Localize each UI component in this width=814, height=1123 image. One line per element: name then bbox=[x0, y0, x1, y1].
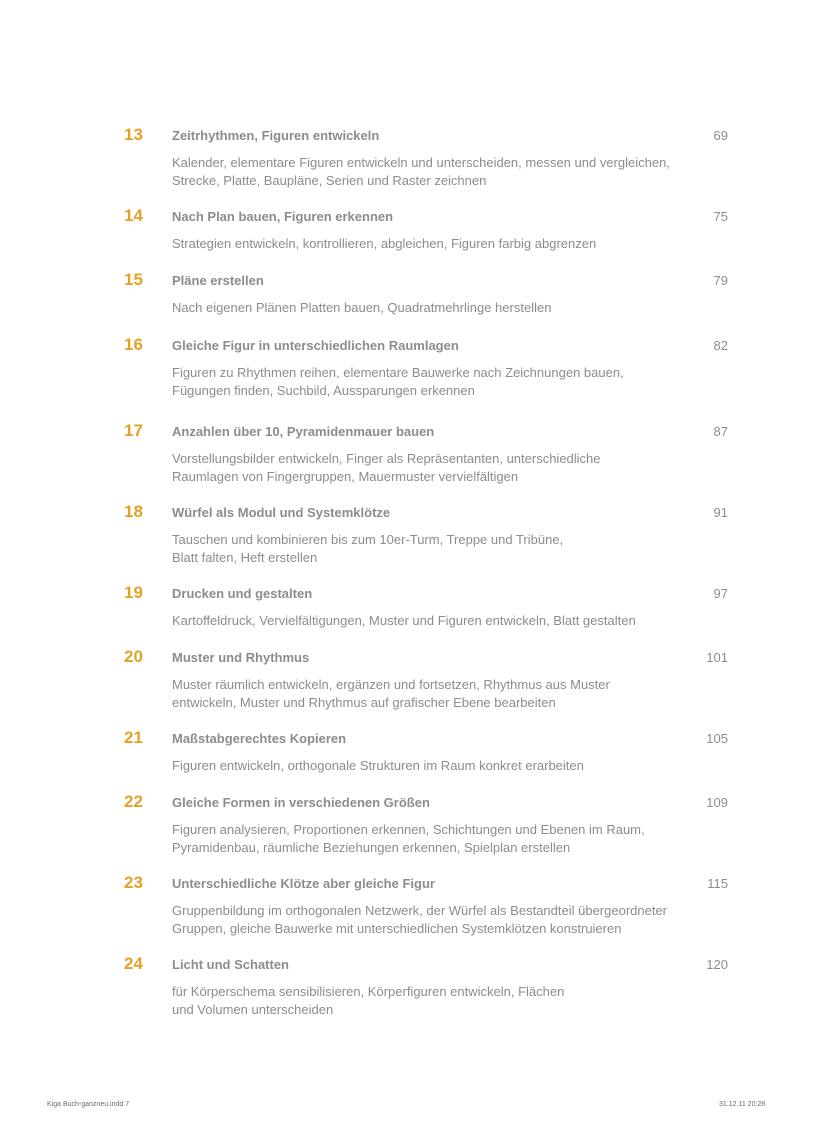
chapter-title: Drucken und gestalten bbox=[172, 586, 313, 601]
description-line: Gruppen, gleiche Bauwerke mit unterschiedlichen Systemklötzen konstruieren bbox=[172, 920, 622, 936]
description-line: Kartoffeldruck, Vervielfältigungen, Muster und Figuren entwickeln, Blatt gestalten bbox=[172, 613, 636, 628]
chapter-title: Würfel als Modul und Systemklötze bbox=[172, 505, 391, 520]
description-line: Fügungen finden, Suchbild, Aussparungen erkennen bbox=[172, 382, 475, 398]
chapter-number: 23 bbox=[124, 873, 143, 892]
chapter-description bbox=[172, 299, 732, 317]
description-line: Nach eigenen Plänen Platten bauen, Quadratmehrlinge herstellen bbox=[172, 300, 552, 315]
chapter-description bbox=[172, 821, 732, 856]
page-number: 79 bbox=[713, 273, 728, 288]
chapter-title: Licht und Schatten bbox=[172, 957, 289, 972]
chapter-description bbox=[172, 902, 732, 937]
chapter-title: Gleiche Formen in verschiedenen Größen bbox=[172, 795, 430, 810]
chapter-title: Nach Plan bauen, Figuren erkennen bbox=[172, 209, 394, 224]
page-number: 105 bbox=[706, 731, 728, 746]
description-line: Raumlagen von Fingergruppen, Mauermuster vervielfältigen bbox=[172, 468, 519, 484]
chapter-number: 20 bbox=[124, 647, 143, 666]
chapter-description bbox=[172, 676, 732, 711]
chapter-number: 24 bbox=[124, 954, 143, 973]
page-number: 101 bbox=[706, 650, 728, 665]
chapter-description bbox=[172, 757, 732, 775]
description-line: für Körperschema sensibilisieren, Körperfiguren entwickeln, Flächen bbox=[172, 984, 565, 999]
description-line: Blatt falten, Heft erstellen bbox=[172, 549, 318, 565]
page-number: 109 bbox=[706, 795, 728, 810]
page-number: 120 bbox=[706, 957, 728, 972]
description-line: Muster räumlich entwickeln, ergänzen und fortsetzen, Rhythmus aus Muster bbox=[172, 677, 610, 692]
description-line: Tauschen und kombinieren bis zum 10er-Turm, Treppe und Tribüne, bbox=[172, 532, 564, 547]
page-number: 75 bbox=[713, 209, 728, 224]
chapter-description bbox=[172, 450, 732, 485]
chapter-number: 14 bbox=[124, 206, 143, 225]
page-number: 97 bbox=[713, 586, 728, 601]
chapter-number: 16 bbox=[124, 335, 143, 354]
chapter-number: 15 bbox=[124, 270, 143, 289]
description-line: entwickeln, Muster und Rhythmus auf grafischer Ebene bearbeiten bbox=[172, 694, 556, 710]
chapter-number: 18 bbox=[124, 502, 143, 521]
description-line: Figuren entwickeln, orthogonale Strukturen im Raum konkret erarbeiten bbox=[172, 758, 584, 773]
description-line: Strategien entwickeln, kontrollieren, abgleichen, Figuren farbig abgrenzen bbox=[172, 236, 597, 251]
chapter-description bbox=[172, 235, 732, 253]
description-line: Kalender, elementare Figuren entwickeln und unterscheiden, messen und vergleichen, bbox=[172, 155, 670, 170]
chapter-number: 21 bbox=[124, 728, 143, 747]
chapter-description bbox=[172, 364, 732, 399]
chapter-title: Gleiche Figur in unterschiedlichen Raumlagen bbox=[172, 338, 459, 353]
description-line: Gruppenbildung im orthogonalen Netzwerk, der Würfel als Bestandteil übergeordneter bbox=[172, 903, 668, 918]
page-number: 87 bbox=[713, 424, 728, 439]
page-number: 82 bbox=[713, 338, 728, 353]
chapter-description bbox=[172, 531, 732, 566]
description-line: Figuren analysieren, Proportionen erkennen, Schichtungen und Ebenen im Raum, bbox=[172, 822, 645, 837]
chapter-description bbox=[172, 154, 732, 189]
chapter-title: Pläne erstellen bbox=[172, 273, 264, 288]
description-line: Vorstellungsbilder entwickeln, Finger als Repräsentanten, unterschiedliche bbox=[172, 451, 601, 466]
description-line: Strecke, Platte, Baupläne, Serien und Raster zeichnen bbox=[172, 172, 487, 188]
chapter-title: Zeitrhythmen, Figuren entwickeln bbox=[172, 128, 380, 143]
chapter-description bbox=[172, 612, 732, 630]
page-number: 69 bbox=[713, 128, 728, 143]
chapter-number: 19 bbox=[124, 583, 143, 602]
chapter-title: Unterschiedliche Klötze aber gleiche Figur bbox=[172, 876, 435, 891]
chapter-title: Maßstabgerechtes Kopieren bbox=[172, 731, 347, 746]
description-line: Figuren zu Rhythmen reihen, elementare Bauwerke nach Zeichnungen bauen, bbox=[172, 365, 624, 380]
footer-timestamp: 31.12.11 20:28 bbox=[719, 1101, 766, 1108]
chapter-number: 13 bbox=[124, 125, 143, 144]
chapter-title: Muster und Rhythmus bbox=[172, 650, 310, 665]
description-line: und Volumen unterscheiden bbox=[172, 1001, 334, 1017]
chapter-number: 22 bbox=[124, 792, 143, 811]
chapter-title: Anzahlen über 10, Pyramidenmauer bauen bbox=[172, 424, 435, 439]
chapter-description bbox=[172, 983, 732, 1018]
chapter-number: 17 bbox=[124, 421, 143, 440]
footer-filename: Kiga Buch-ganzneu.indd 7 bbox=[47, 1101, 130, 1108]
page-number: 91 bbox=[713, 505, 728, 520]
description-line: Pyramidenbau, räumliche Beziehungen erkennen, Spielplan erstellen bbox=[172, 839, 571, 855]
page-number: 115 bbox=[707, 876, 728, 891]
